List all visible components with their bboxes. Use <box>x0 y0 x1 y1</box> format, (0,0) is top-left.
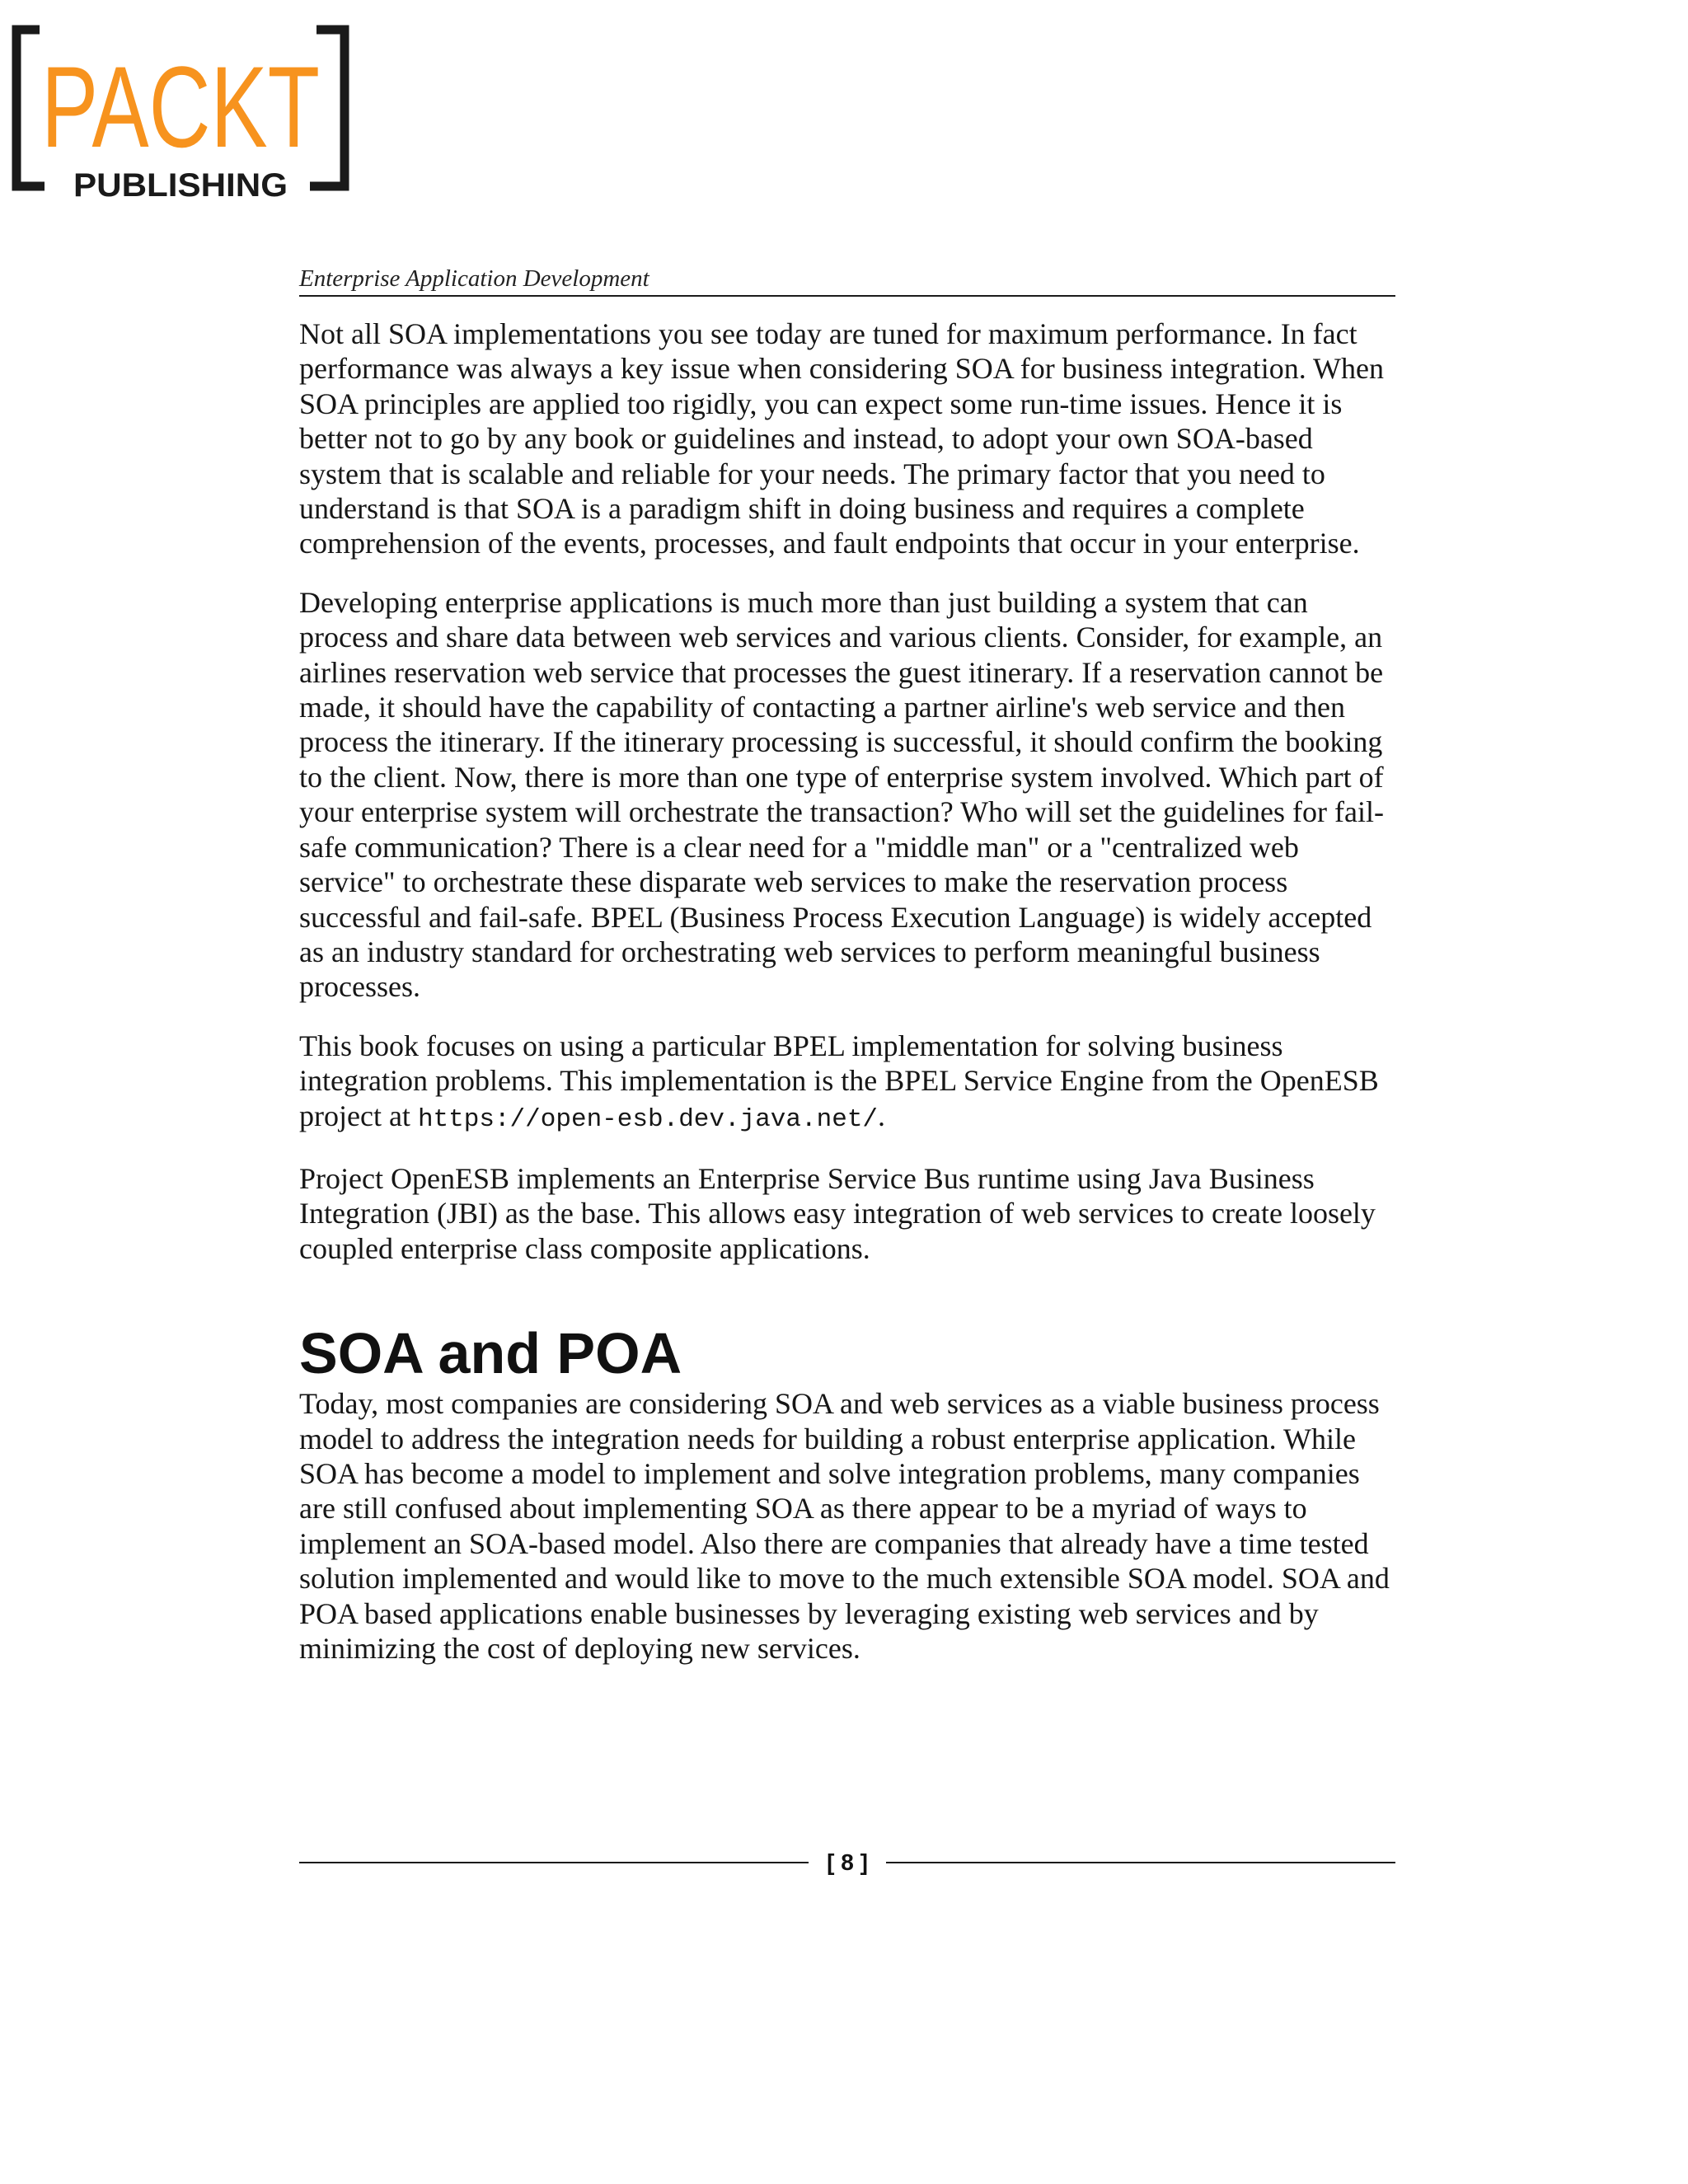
logo-brand-text: PACKT <box>41 42 320 171</box>
page-content <box>299 262 1395 1666</box>
page-number: [ 8 ] <box>827 1849 868 1875</box>
logo-tagline-text: PUBLISHING <box>73 167 288 204</box>
section-title: SOA and POA <box>299 1321 682 1386</box>
header-rule <box>299 295 1395 297</box>
packt-logo-graphic <box>12 25 351 204</box>
paragraph-3-text: This book focuses on using a particular BPEL implementation for solving business integration problems. This implementation is the BPEL Service Engine from the OpenESB project at <box>299 1029 1379 1132</box>
paragraph-2: Developing enterprise applications is much more than just building a system that can process and share data between web services and various clients. Consider, for example, an airlines reservation web service that processes the guest itinerary. If a reservation cannot be made, it should have the capability of contacting a partner airline's web service and then process the itinerary. If the itinerary processing is successful, it should confirm the booking to the client. Now, there is more than one type of enterprise system involved. Which part of your enterprise system will orchestrate the transaction? Who will set the guidelines for fail-safe communication? There is a clear need for a "middle man" or a "centralized web service" to orchestrate these disparate web services to make the reservation process successful and fail-safe. BPEL (Business Process Execution Language) is widely accepted as an industry standard for orchestrating web services to perform meaningful business processes. <box>299 585 1384 1004</box>
paragraph-4: Project OpenESB implements an Enterprise Service Bus runtime using Java Business Integration (JBI) as the base. This allows easy integration of web services to create loosely coupled enterprise class composite applications. <box>299 1161 1376 1265</box>
page-footer <box>299 1846 1395 1879</box>
paragraph-3-end: . <box>878 1099 886 1132</box>
packt-publishing-logo <box>12 25 351 204</box>
paragraph-3 <box>299 1029 1395 1137</box>
logo-left-bracket <box>16 30 45 186</box>
footer-rule-right <box>886 1862 1395 1863</box>
footer-rule-left <box>299 1862 809 1863</box>
openesb-url: https://open-esb.dev.java.net/ <box>417 1104 879 1134</box>
paragraph-1: Not all SOA implementations you see today are tuned for maximum performance. In fact performance was always a key issue when considering SOA for business integration. When SOA principles are applied too rigidly, you can expect some run-time issues. Hence it is better not to go by any book or guidelines and instead, to adopt your own SOA-based system that is scalable and reliable for your needs. The primary factor that you need to understand is that SOA is a paradigm shift in doing business and requires a complete comprehension of the events, processes, and fault endpoints that occur in your enterprise. <box>299 317 1385 560</box>
paragraph-5: Today, most companies are considering SOA and web services as a viable business process model to address the integration needs for building a robust enterprise application. While SOA has become a model to implement and solve integration problems, many companies are still confused about implementing SOA as there appear to be a myriad of ways to implement an SOA-based model. Also there are companies that already have a time tested solution implemented and would like to move to the much extensible SOA model. SOA and POA based applications enable businesses by leveraging existing web services and by minimizing the cost of deploying new services. <box>299 1387 1390 1665</box>
running-header: Enterprise Application Development <box>299 265 649 292</box>
